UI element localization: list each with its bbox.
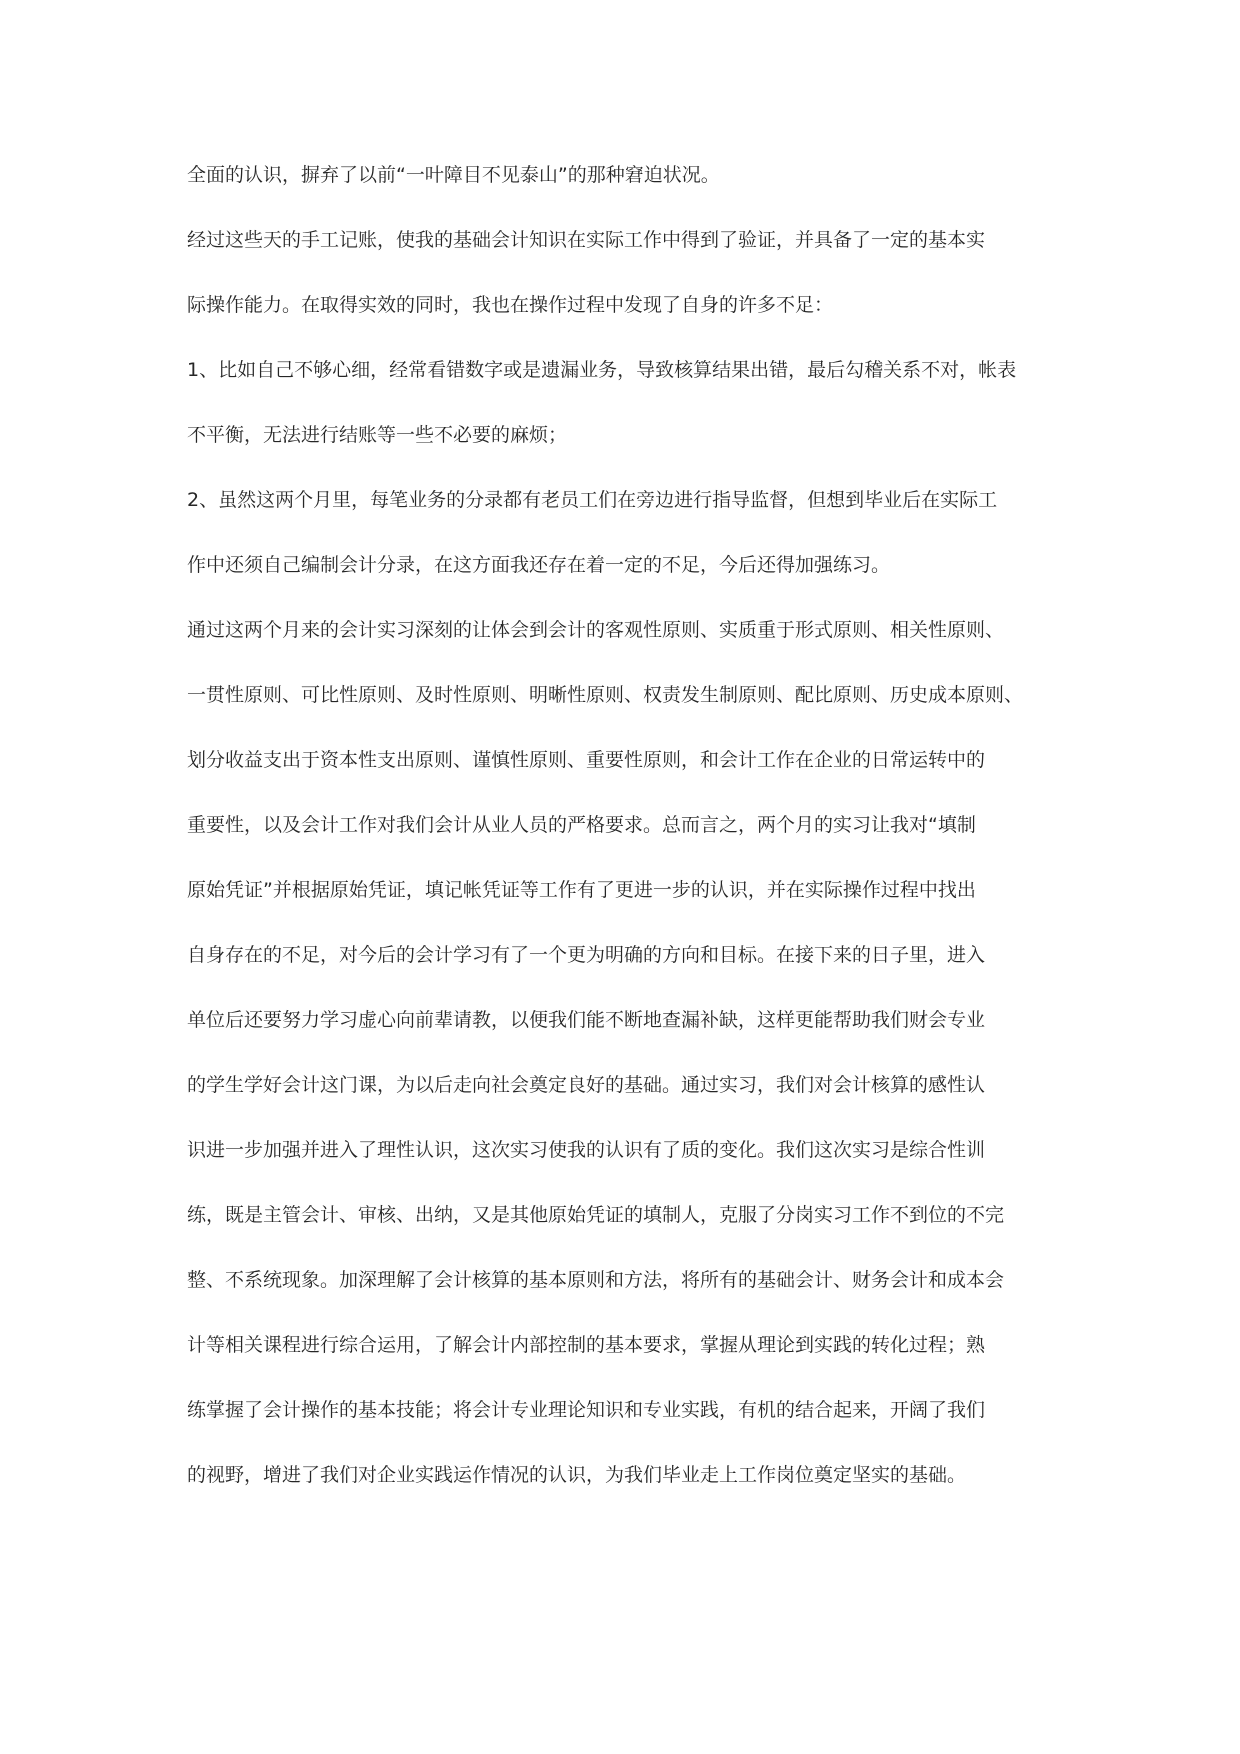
text-line: 重要性，以及会计工作对我们会计从业人员的严格要求。总而言之，两个月的实习让我对“填制	[187, 814, 976, 836]
text-line: 练，既是主管会计、审核、出纳，又是其他原始凭证的填制人，克服了分岗实习工作不到位的不完	[187, 1204, 1005, 1226]
text-line: 练掌握了会计操作的基本技能；将会计专业理论知识和专业实践，有机的结合起来，开阔了我们	[187, 1399, 986, 1421]
text-line: 原始凭证”并根据原始凭证，填记帐凭证等工作有了更进一步的认识，并在实际操作过程中找出	[187, 879, 976, 901]
text-line: 的学生学好会计这门课，为以后走向社会奠定良好的基础。通过实习，我们对会计核算的感性认	[187, 1074, 986, 1096]
text-line: 作中还须自己编制会计分录，在这方面我还存在着一定的不足，今后还得加强练习。	[187, 554, 891, 576]
body-text	[187, 162, 1067, 1527]
text-line: 际操作能力。在取得实效的同时，我也在操作过程中发现了自身的许多不足：	[187, 294, 834, 316]
text-line: 2、虽然这两个月里，每笔业务的分录都有老员工们在旁边进行指导监督，但想到毕业后在实际工	[187, 489, 998, 511]
text-line: 经过这些天的手工记账，使我的基础会计知识在实际工作中得到了验证，并具备了一定的基本实	[187, 229, 986, 251]
text-line: 不平衡，无法进行结账等一些不必要的麻烦；	[187, 424, 568, 446]
text-line: 通过这两个月来的会计实习深刻的让体会到会计的客观性原则、实质重于形式原则、相关性原则、	[187, 619, 1005, 641]
text-line: 一贯性原则、可比性原则、及时性原则、明晰性原则、权责发生制原则、配比原则、历史成本原则、	[187, 684, 1024, 706]
text-line: 的视野，增进了我们对企业实践运作情况的认识，为我们毕业走上工作岗位奠定坚实的基础。	[187, 1464, 967, 1486]
text-line: 划分收益支出于资本性支出原则、谨慎性原则、重要性原则，和会计工作在企业的日常运转中的	[187, 749, 986, 771]
text-line: 1、比如自己不够心细，经常看错数字或是遗漏业务，导致核算结果出错，最后勾稽关系不对，帐表	[187, 359, 1017, 381]
text-line: 自身存在的不足，对今后的会计学习有了一个更为明确的方向和目标。在接下来的日子里，进入	[187, 944, 986, 966]
text-line: 识进一步加强并进入了理性认识，这次实习使我的认识有了质的变化。我们这次实习是综合性训	[187, 1139, 986, 1161]
text-line: 全面的认识，摒弃了以前“一叶障目不见泰山”的那种窘迫状况。	[187, 164, 720, 186]
text-line: 整、不系统现象。加深理解了会计核算的基本原则和方法，将所有的基础会计、财务会计和成本会	[187, 1269, 1005, 1291]
text-line: 单位后还要努力学习虚心向前辈请教，以便我们能不断地查漏补缺，这样更能帮助我们财会专业	[187, 1009, 986, 1031]
text-line: 计等相关课程进行综合运用，了解会计内部控制的基本要求，掌握从理论到实践的转化过程；熟	[187, 1334, 986, 1356]
